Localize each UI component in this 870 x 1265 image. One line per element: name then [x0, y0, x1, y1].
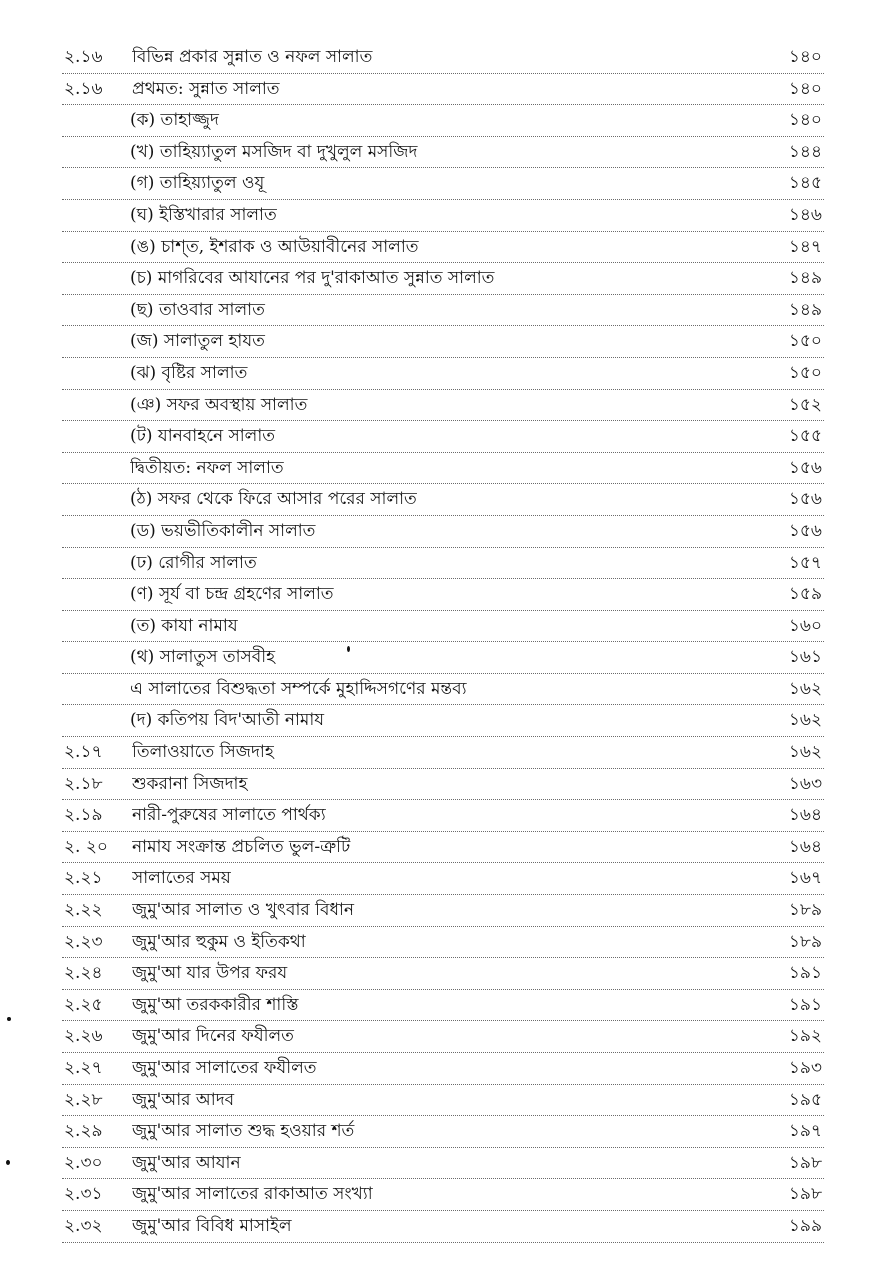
section-title: (ট) যানবাহনে সালাত: [130, 426, 276, 447]
section-title: জুমু'আর আদব: [132, 1089, 235, 1110]
page-number: ১৯৮: [788, 1184, 822, 1205]
toc-entry: [62, 927, 824, 959]
page-number: ১৫৫: [788, 426, 822, 447]
toc-entry: [62, 484, 824, 516]
section-title: জুমু'আর সালাত শুদ্ধ হওয়ার শর্ত: [132, 1121, 355, 1142]
section-number: ২. ২০: [64, 836, 108, 857]
toc-entry: [62, 800, 824, 832]
toc-entry: [62, 1053, 824, 1085]
toc-entry: [62, 295, 824, 327]
page-number: ১৯১: [788, 963, 822, 984]
toc-entry: [62, 453, 824, 485]
section-title: (ঝ) বৃষ্টির সালাত: [130, 362, 248, 383]
section-number: ২.১৬: [64, 78, 103, 99]
toc-entry: [62, 674, 824, 706]
section-number: ২.২৬: [64, 1026, 103, 1047]
page-number: ১৪৯: [788, 299, 822, 320]
section-number: ২.২৮: [64, 1089, 103, 1110]
section-number: ২.৩১: [64, 1184, 103, 1205]
page-number: ১৬২: [788, 742, 822, 763]
section-title: (চ) মাগরিবের আযানের পর দু'রাকাআত সুন্নাত সালাত: [130, 268, 495, 289]
section-number: ২.১৬: [64, 47, 103, 67]
section-title: জুমু'আর আযান: [132, 1152, 241, 1173]
section-title: (ঠ) সফর থেকে ফিরে আসার পরের সালাত: [130, 489, 417, 510]
section-number: ২.২২: [64, 900, 103, 921]
section-number: ২.২৫: [64, 994, 103, 1015]
page-number: ১৬২: [788, 710, 822, 731]
section-title: জুমু'আর সালাতের ফযীলত: [132, 1058, 317, 1078]
section-title: প্রথমত: সুন্নাত সালাত: [132, 78, 280, 99]
section-title: তিলাওয়াতে সিজদাহ: [132, 742, 274, 763]
page-number: ১৯২: [788, 1026, 822, 1047]
scan-speck: [6, 1160, 10, 1165]
page-number: ১৫৯: [788, 584, 822, 605]
page-number: ১৪৯: [788, 268, 822, 289]
section-title: (জ) সালাতুল হাযত: [130, 331, 265, 352]
section-title: জুমু'আর হুকুম ও ইতিকথা: [132, 931, 306, 952]
section-title: জুমু'আর বিবিধ মাসাইল: [132, 1215, 292, 1236]
section-title: (গ) তাহিয়্যাতুল ওযূ: [130, 173, 265, 194]
toc-entry: [62, 232, 824, 264]
page-number: ১৪৫: [788, 173, 822, 194]
page-number: ১৯১: [788, 994, 822, 1015]
page-number: ১৪০: [788, 47, 822, 67]
page-number: ১৪৭: [788, 236, 822, 257]
toc-entry: [62, 200, 824, 232]
section-title: (ড) ভয়ভীতিকালীন সালাত: [130, 520, 316, 541]
toc-entry: [62, 137, 824, 169]
section-title: নামায সংক্রান্ত প্রচলিত ভুল-ত্রুটি: [132, 836, 351, 857]
section-number: ২.১৯: [64, 805, 103, 826]
toc-entry: [62, 42, 824, 74]
section-title: (ঢ) রোগীর সালাত: [130, 552, 257, 573]
toc-entry: [62, 737, 824, 769]
scan-speck: [7, 1017, 11, 1021]
section-title: সালাতের সময়: [132, 868, 231, 889]
section-title: জুমু'আ তরককারীর শাস্তি: [132, 994, 299, 1015]
toc-entry: [62, 642, 824, 674]
section-number: ২.২৪: [64, 963, 103, 984]
page-number: ১৫০: [788, 331, 822, 352]
toc-entry: [62, 516, 824, 548]
section-title: জুমু'আর সালাত ও খুৎবার বিধান: [132, 900, 355, 921]
toc-entry: [62, 611, 824, 643]
page-number: ১৬২: [788, 678, 822, 699]
page-number: ১৪৪: [788, 141, 822, 162]
toc-entry: [62, 1179, 824, 1211]
section-title: এ সালাতের বিশুদ্ধতা সম্পর্কে মুহাদ্দিসগণের মন্তব্য: [130, 678, 467, 699]
toc-entry: [62, 705, 824, 737]
toc-entry: [62, 1116, 824, 1148]
section-number: ২.২৭: [64, 1058, 103, 1078]
toc-entry: [62, 832, 824, 864]
section-title: জুমু'আর দিনের ফযীলত: [132, 1026, 294, 1047]
toc-entry: [62, 863, 824, 895]
page-number: ১৬৭: [788, 868, 822, 889]
toc-entry: [62, 769, 824, 801]
section-title: শুকরানা সিজদাহ: [132, 773, 248, 794]
section-title: (থ) সালাতুস তাসবীহ: [130, 647, 275, 668]
section-title: জুমু'আর সালাতের রাকাআত সংখ্যা: [132, 1184, 373, 1205]
page-number: ১৫৬: [788, 457, 822, 478]
page-number: ১৫৬: [788, 489, 822, 510]
section-title: (খ) তাহিয়্যাতুল মসজিদ বা দুখুলুল মসজিদ: [130, 141, 418, 162]
page-number: ১৮৯: [788, 931, 822, 952]
section-title: (ঙ) চাশ্‌ত, ইশরাক ও আউয়াবীনের সালাত: [130, 236, 419, 257]
section-title: দ্বিতীয়ত: নফল সালাত: [130, 457, 284, 478]
page-number: ১৬১: [788, 647, 822, 668]
section-number: ২.২৩: [64, 931, 103, 952]
toc-entry: [62, 1211, 824, 1243]
section-title: (ত) কাযা নামায: [130, 615, 238, 636]
toc-entry: [62, 74, 824, 106]
page-number: ১৯৫: [788, 1089, 822, 1110]
page-number: ১৫৭: [788, 552, 822, 573]
section-number: ২.১৭: [64, 742, 103, 763]
toc-entry: [62, 263, 824, 295]
section-title: (ছ) তাওবার সালাত: [130, 299, 265, 320]
section-number: ২.৩২: [64, 1215, 103, 1236]
page-number: ১৫২: [788, 394, 822, 415]
page-number: ১৪০: [788, 78, 822, 99]
toc-entry: [62, 358, 824, 390]
toc-entry: [62, 1021, 824, 1053]
toc-entry: [62, 326, 824, 358]
toc-entry: [62, 421, 824, 453]
section-title: নারী-পুরুষের সালাতে পার্থক্য: [132, 805, 326, 826]
toc-entry: [62, 895, 824, 927]
table-of-contents: [62, 42, 824, 1243]
section-number: ২.১৮: [64, 773, 103, 794]
toc-entry: [62, 105, 824, 137]
page-number: ১৯৮: [788, 1152, 822, 1173]
section-number: ২.২১: [64, 868, 103, 889]
toc-entry: [62, 390, 824, 422]
page-number: ১৯৭: [788, 1121, 822, 1142]
toc-entry: [62, 579, 824, 611]
section-title: (দ) কতিপয় বিদ'আতী নামায: [130, 710, 325, 731]
section-title: (ঞ) সফর অবস্থায় সালাত: [130, 394, 308, 415]
page-number: ১৬০: [788, 615, 822, 636]
page-number: ১৪৬: [788, 204, 822, 225]
page-number: ১৪০: [788, 110, 822, 131]
page-number: ১৫০: [788, 362, 822, 383]
page-number: ১৮৯: [788, 900, 822, 921]
section-number: ২.২৯: [64, 1121, 103, 1142]
toc-entry: [62, 548, 824, 580]
page-number: ১৬৩: [788, 773, 822, 794]
toc-entry: [62, 1148, 824, 1180]
page-number: ১৬৪: [788, 836, 822, 857]
section-title: বিভিন্ন প্রকার সুন্নাত ও নফল সালাত: [132, 47, 373, 67]
scan-speck: [347, 646, 350, 652]
page-number: ১৫৬: [788, 520, 822, 541]
section-title: (ঘ) ইস্তিখারার সালাত: [130, 204, 277, 225]
toc-entry: [62, 990, 824, 1022]
page-number: ১৬৪: [788, 805, 822, 826]
toc-entry: [62, 168, 824, 200]
toc-entry: [62, 958, 824, 990]
section-title: (ক) তাহাজ্জুদ: [130, 110, 219, 131]
section-title: (ণ) সূর্য বা চন্দ্র গ্রহণের সালাত: [130, 584, 334, 605]
page-number: ১৯৩: [788, 1058, 822, 1078]
toc-entry: [62, 1085, 824, 1117]
section-number: ২.৩০: [64, 1152, 103, 1173]
page-number: ১৯৯: [788, 1215, 822, 1236]
section-title: জুমু'আ যার উপর ফরয: [132, 963, 288, 984]
